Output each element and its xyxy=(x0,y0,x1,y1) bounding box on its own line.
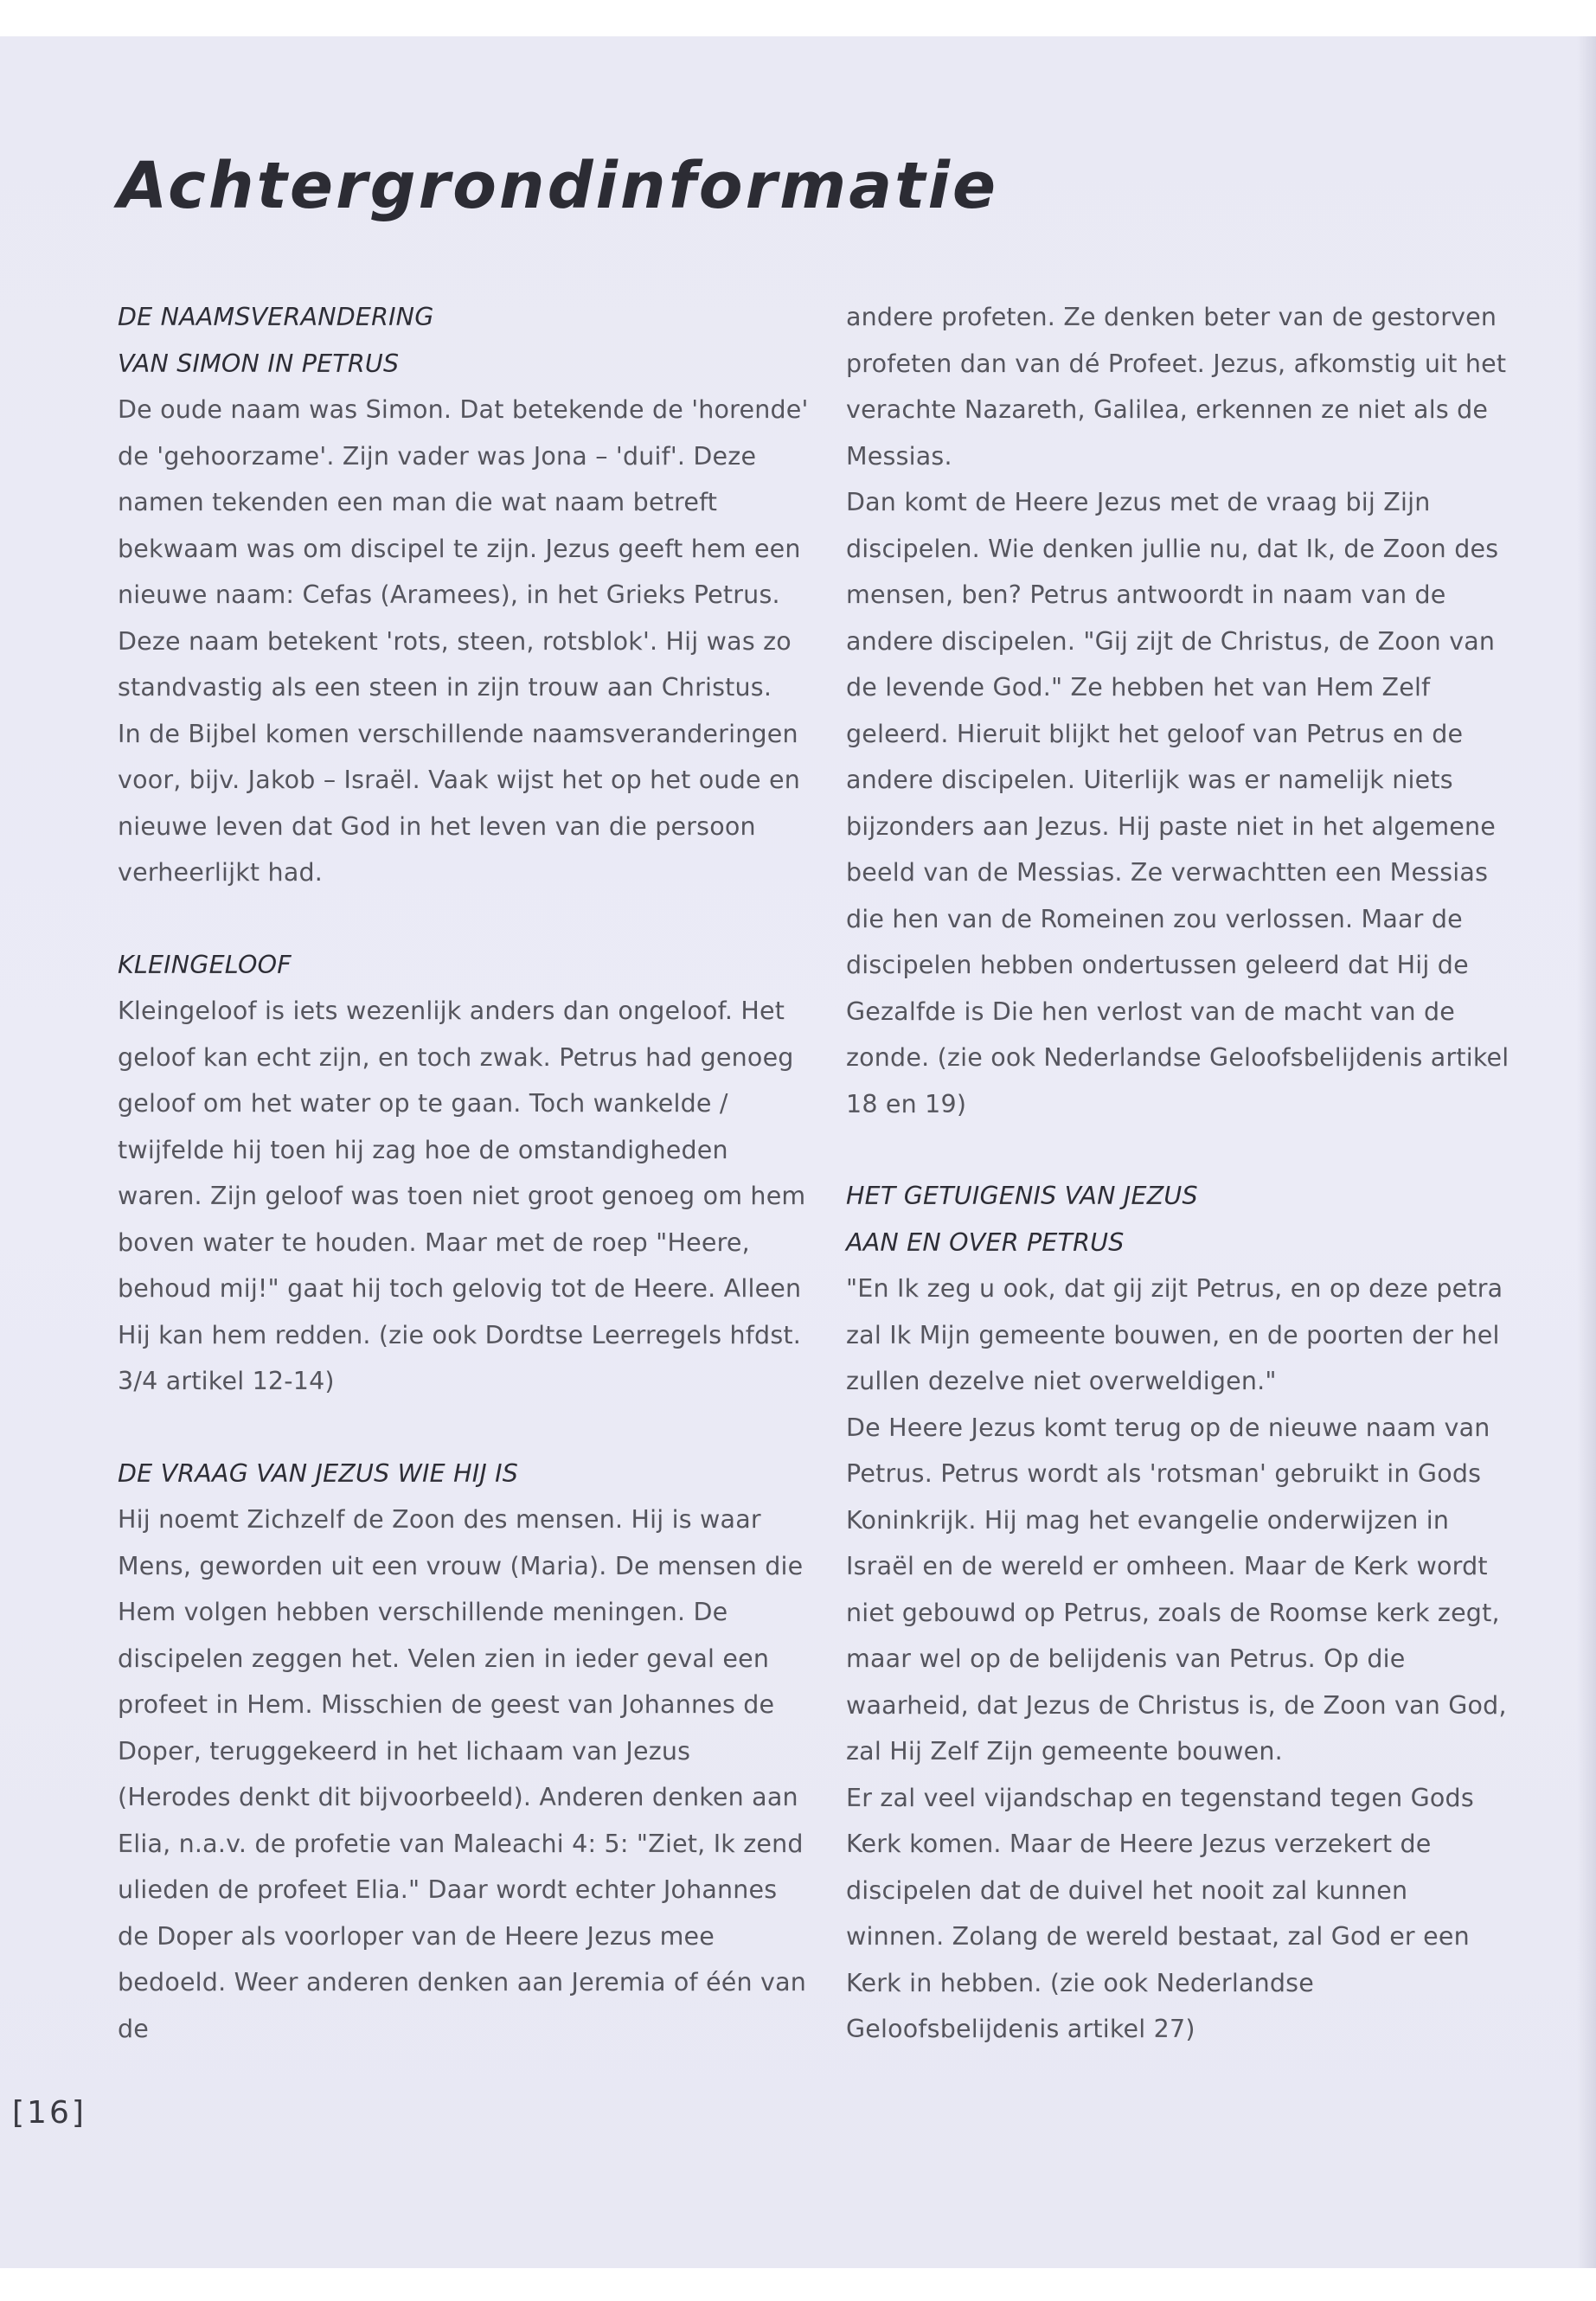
section-vraag-van-jezus xyxy=(118,1451,810,2053)
paragraph: De oude naam was Simon. Dat betekende de 'horende' de 'gehoorzame'. Zijn vader was Jona – 'duif'. Deze namen tekenden een man die wat naam betreft bekwaam was om discipel te zijn. Jezus geeft hem een nieuwe naam: Cefas (Aramees), in het Grieks Petrus. Deze naam betekent 'rots, steen, rotsblok'. Hij was zo standvastig als een steen in zijn trouw aan Christus. xyxy=(118,395,809,702)
section-heading: DE VRAAG VAN JEZUS WIE HIJ IS xyxy=(118,1458,519,1488)
paragraph: Kleingeloof is iets wezenlijk anders dan ongeloof. Het geloof kan echt zijn, en toch zwak. Petrus had genoeg geloof om het water op te gaan. Toch wankelde / twijfelde hij toen hij zag hoe de omstandigheden waren. Zijn geloof was toen niet groot genoeg om hem boven water te houden. Maar met de roep "Heere, behoud mij!" gaat hij toch gelovig tot de Heere. Alleen Hij kan hem redden. (zie ook Dordtse Leerregels hfdst. 3/4 artikel 12-14) xyxy=(118,997,806,1395)
paragraph: De Heere Jezus komt terug op de nieuwe naam van Petrus. Petrus wordt als 'rotsman' gebruikt in Gods Koninkrijk. Hij mag het evangelie onderwijzen in Israël en de wereld er omheen. Maar de Kerk wordt niet gebouwd op Petrus, zoals de Roomse kerk zegt, maar wel op de belijdenis van Petrus. Op die waarheid, dat Jezus de Christus is, de Zoon van God, zal Hij Zelf Zijn gemeente bouwen. xyxy=(846,1413,1507,1766)
left-column xyxy=(118,294,810,2098)
paragraph: In de Bijbel komen verschillende naamsveranderingen voor, bijv. Jakob – Israël. Vaak wijst het op het oude en nieuwe leven dat God in het leven van die persoon verheerlijkt had. xyxy=(118,719,800,887)
paragraph: Er zal veel vijandschap en tegenstand tegen Gods Kerk komen. Maar de Heere Jezus verzekert de discipelen dat de duivel het nooit zal kunnen winnen. Zolang de wereld bestaat, zal God er een Kerk in hebben. (zie ook Nederlandse Geloofsbelijdenis artikel 27) xyxy=(846,1783,1474,2043)
page-title: Achtergrondinformatie xyxy=(118,149,999,223)
paragraph: "En Ik zeg u ook, dat gij zijt Petrus, en op deze petra zal Ik Mijn gemeente bouwen, en de poorten der hel zullen dezelve niet overweldigen." xyxy=(846,1274,1503,1395)
book-page xyxy=(0,36,1596,2268)
paragraph: Hij noemt Zichzelf de Zoon des mensen. Hij is waar Mens, geworden uit een vrouw (Maria). De mensen die Hem volgen hebben verschillende meningen. De discipelen zeggen het. Velen zien in ieder geval een profeet in Hem. Misschien de geest van Johannes de Doper, teruggekeerd in het lichaam van Jezus (Herodes denkt dit bijvoorbeeld). Anderen denken aan Elia, n.a.v. de profetie van Maleachi 4: 5: "Ziet, Ik zend ulieden de profeet Elia." Daar wordt echter Johannes de Doper als voorloper van de Heere Jezus mee bedoeld. Weer anderen denken aan Jeremia of één van de xyxy=(118,1505,807,2043)
section-heading: KLEINGELOOF xyxy=(118,950,292,979)
section-kleingeloof xyxy=(118,942,810,1405)
page-edge-shadow xyxy=(1577,36,1596,2268)
page-number: [16] xyxy=(12,2095,87,2131)
section-heading: HET GETUIGENIS VAN JEZUS AAN EN OVER PETRUS xyxy=(846,1182,1198,1257)
paragraph: andere profeten. Ze denken beter van de gestorven profeten dan van dé Profeet. Jezus, afkomstig uit het verachte Nazareth, Galilea, erkennen ze niet als de Messias. xyxy=(846,303,1507,471)
section-naamsverandering xyxy=(118,294,810,896)
section-heading: DE NAAMSVERANDERING VAN SIMON IN PETRUS xyxy=(118,303,434,378)
section-getuigenis xyxy=(846,1173,1512,2053)
paragraph: Dan komt de Heere Jezus met de vraag bij Zijn discipelen. Wie denken jullie nu, dat Ik, de Zoon des mensen, ben? Petrus antwoordt in naam van de andere discipelen. "Gij zijt de Christus, de Zoon van de levende God." Ze hebben het van Hem Zelf geleerd. Hieruit blijkt het geloof van Petrus en de andere discipelen. Uiterlijk was er namelijk niets bijzonders aan Jezus. Hij paste niet in het algemene beeld van de Messias. Ze verwachtten een Messias die hen van de Romeinen zou verlossen. Maar de discipelen hebben ondertussen geleerd dat Hij de Gezalfde is Die hen verlost van de macht van de zonde. (zie ook Nederlandse Geloofsbelijdenis artikel 18 en 19) xyxy=(846,488,1509,1118)
right-column xyxy=(846,294,1512,2099)
section-continuation xyxy=(846,294,1512,1127)
